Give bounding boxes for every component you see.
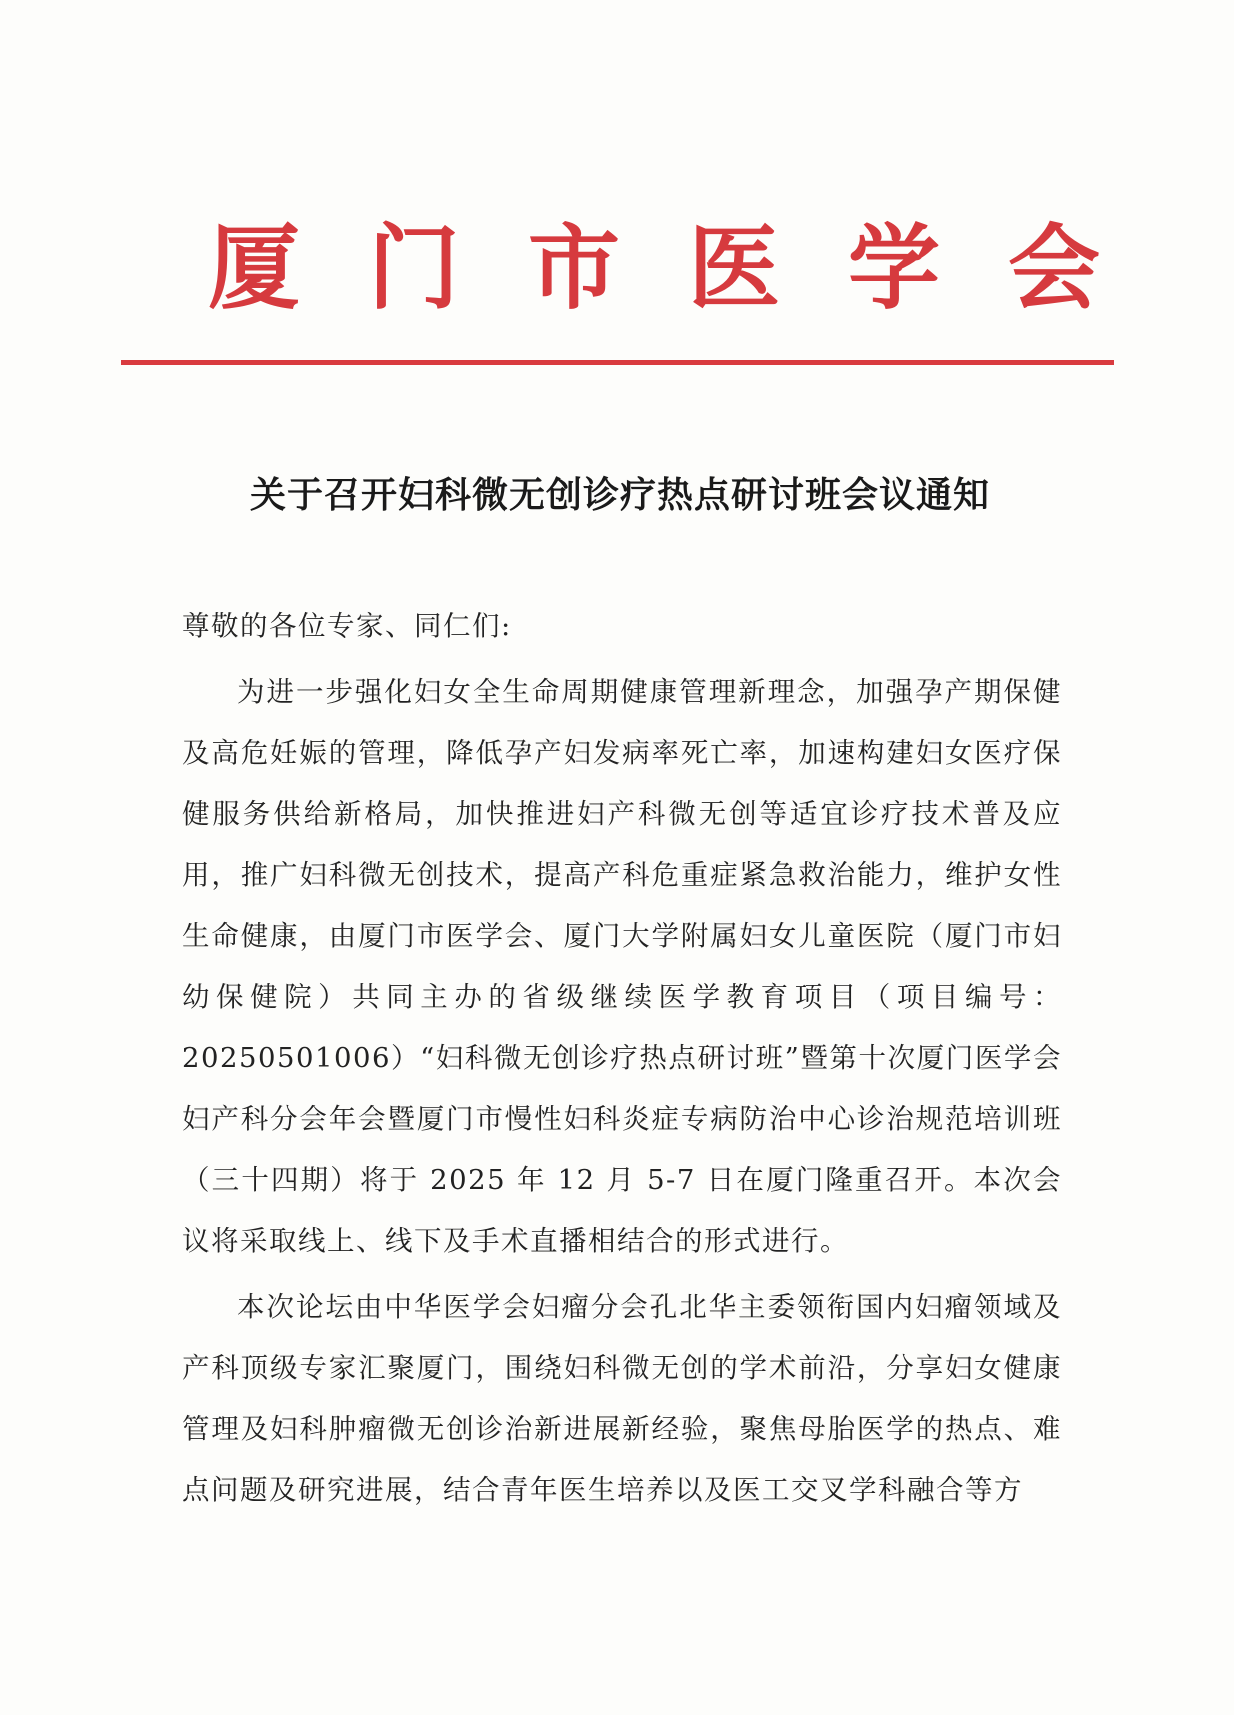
salutation: 尊敬的各位专家、同仁们:	[182, 610, 512, 642]
notice-body	[182, 596, 1062, 1526]
letterhead-red-rule	[121, 360, 1114, 365]
letterhead-organization: 厦门市医学会	[207, 214, 1168, 322]
notice-title: 关于召开妇科微无创诊疗热点研讨班会议通知	[249, 475, 990, 516]
paragraph-1: 为进一步强化妇女全生命周期健康管理新理念，加强孕产期保健及高危妊娠的管理，降低孕产妇发病率死亡率，加速构建妇女医疗保健服务供给新格局，加快推进妇产科微无创等适宜诊疗技术普及应用，推广妇科微无创技术，提高产科危重症紧急救治能力，维护女性生命健康，由厦门市医学会、厦门大学附属妇女儿童医院（厦门市妇幼保健院）共同主办的省级继续医学教育项目（项目编号：20250501006）“妇科微无创诊疗热点研讨班”暨第十次厦门医学会妇产科分会年会暨厦门市慢性妇科炎症专病防治中心诊治规范培训班（三十四期）将于 2025 年 12 月 5-7 日在厦门隆重召开。本次会议将采取线上、线下及手术直播相结合的形式进行。	[182, 676, 1062, 1257]
paragraph-2: 本次论坛由中华医学会妇瘤分会孔北华主委领衔国内妇瘤领域及产科顶级专家汇聚厦门，围绕妇科微无创的学术前沿，分享妇女健康管理及妇科肿瘤微无创诊治新进展新经验，聚焦母胎医学的热点、难点问题及研究进展，结合青年医生培养以及医工交叉学科融合等方	[182, 1291, 1062, 1506]
